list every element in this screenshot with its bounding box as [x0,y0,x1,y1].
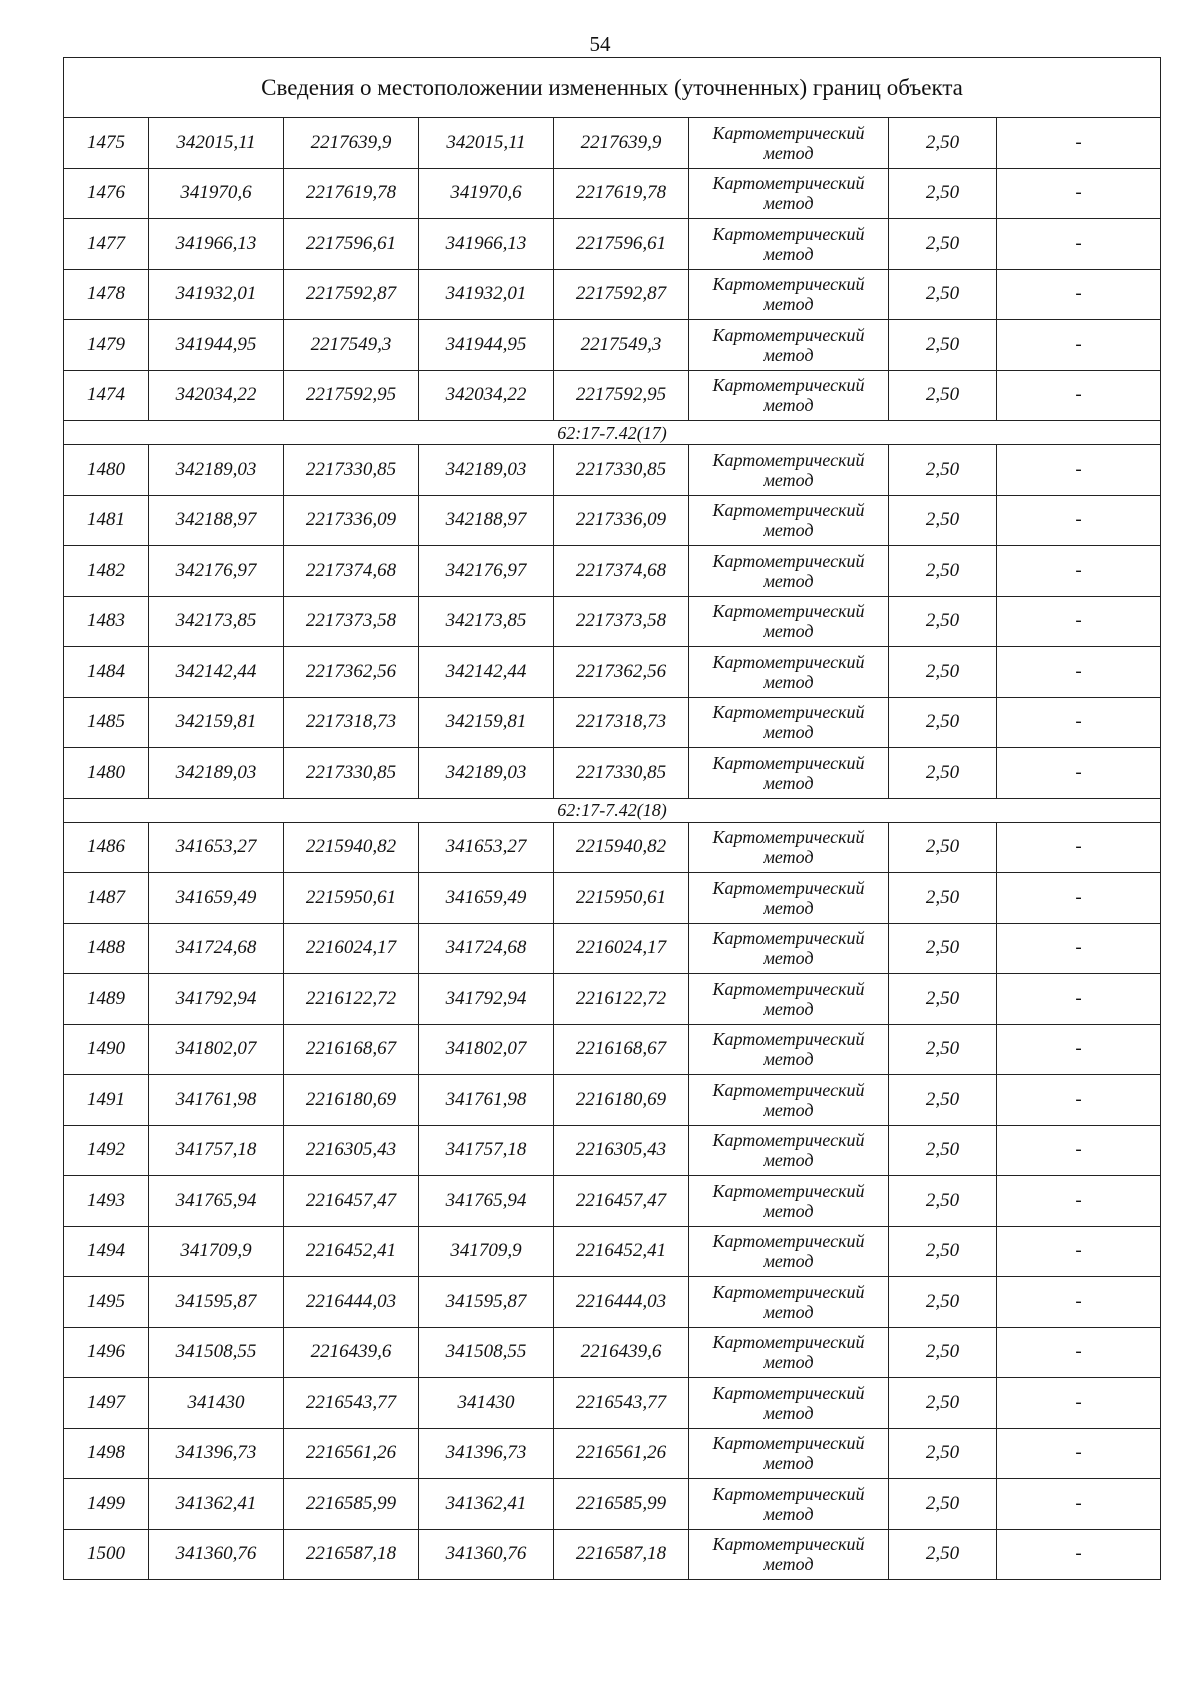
table-row [64,1529,1161,1580]
point-number-cell: 1476 [64,168,149,219]
table-row [64,647,1161,698]
x-refined-cell: 341765,94 [419,1176,554,1227]
x-existing-cell: 341966,13 [149,219,284,270]
x-refined-cell: 342142,44 [419,647,554,698]
note-cell: - [997,1226,1161,1277]
point-number-cell: 1484 [64,647,149,698]
accuracy-cell: 2,50 [889,1327,997,1378]
accuracy-cell: 2,50 [889,1226,997,1277]
table-row [64,748,1161,799]
note-cell: - [997,1125,1161,1176]
note-cell: - [997,1176,1161,1227]
table-row [64,445,1161,496]
point-number-cell: 1479 [64,320,149,371]
accuracy-cell: 2,50 [889,219,997,270]
accuracy-cell: 2,50 [889,1176,997,1227]
y-existing-cell: 2217619,78 [284,168,419,219]
table-row [64,1479,1161,1530]
y-existing-cell: 2217330,85 [284,748,419,799]
y-existing-cell: 2217374,68 [284,546,419,597]
note-cell: - [997,873,1161,924]
table-row [64,1277,1161,1328]
method-cell: Картометрический метод [689,1529,889,1580]
x-refined-cell: 341761,98 [419,1075,554,1126]
y-refined-cell: 2216180,69 [554,1075,689,1126]
x-existing-cell: 341396,73 [149,1428,284,1479]
y-existing-cell: 2216585,99 [284,1479,419,1530]
note-cell: - [997,546,1161,597]
x-existing-cell: 341724,68 [149,923,284,974]
method-cell: Картометрический метод [689,1024,889,1075]
x-existing-cell: 341765,94 [149,1176,284,1227]
x-existing-cell: 342142,44 [149,647,284,698]
y-refined-cell: 2216444,03 [554,1277,689,1328]
accuracy-cell: 2,50 [889,697,997,748]
y-existing-cell: 2217362,56 [284,647,419,698]
accuracy-cell: 2,50 [889,822,997,873]
x-refined-cell: 341659,49 [419,873,554,924]
table-row [64,118,1161,169]
accuracy-cell: 2,50 [889,596,997,647]
contour-header-row [64,421,1161,445]
note-cell: - [997,1327,1161,1378]
point-number-cell: 1486 [64,822,149,873]
y-refined-cell: 2217549,3 [554,320,689,371]
table-row [64,495,1161,546]
x-refined-cell: 342188,97 [419,495,554,546]
y-existing-cell: 2215940,82 [284,822,419,873]
accuracy-cell: 2,50 [889,647,997,698]
x-refined-cell: 342159,81 [419,697,554,748]
x-refined-cell: 342189,03 [419,748,554,799]
accuracy-cell: 2,50 [889,1125,997,1176]
y-refined-cell: 2216452,41 [554,1226,689,1277]
x-existing-cell: 341362,41 [149,1479,284,1530]
y-refined-cell: 2215950,61 [554,873,689,924]
point-number-cell: 1489 [64,974,149,1025]
x-existing-cell: 341757,18 [149,1125,284,1176]
point-number-cell: 1474 [64,370,149,421]
y-refined-cell: 2217619,78 [554,168,689,219]
table-row [64,822,1161,873]
y-refined-cell: 2217596,61 [554,219,689,270]
table-row [64,219,1161,270]
method-cell: Картометрический метод [689,1378,889,1429]
accuracy-cell: 2,50 [889,974,997,1025]
accuracy-cell: 2,50 [889,1378,997,1429]
accuracy-cell: 2,50 [889,546,997,597]
accuracy-cell: 2,50 [889,320,997,371]
y-existing-cell: 2217373,58 [284,596,419,647]
table-row [64,320,1161,371]
x-existing-cell: 341653,27 [149,822,284,873]
y-existing-cell: 2217336,09 [284,495,419,546]
y-refined-cell: 2216024,17 [554,923,689,974]
note-cell: - [997,697,1161,748]
table-row [64,1024,1161,1075]
method-cell: Картометрический метод [689,1176,889,1227]
method-cell: Картометрический метод [689,1327,889,1378]
accuracy-cell: 2,50 [889,873,997,924]
x-refined-cell: 341430 [419,1378,554,1429]
x-existing-cell: 341944,95 [149,320,284,371]
page-number: 54 [589,32,611,56]
x-existing-cell: 341932,01 [149,269,284,320]
y-existing-cell: 2216444,03 [284,1277,419,1328]
method-cell: Картометрический метод [689,596,889,647]
point-number-cell: 1480 [64,748,149,799]
y-refined-cell: 2216439,6 [554,1327,689,1378]
x-existing-cell: 341430 [149,1378,284,1429]
accuracy-cell: 2,50 [889,748,997,799]
method-cell: Картометрический метод [689,1226,889,1277]
x-existing-cell: 342176,97 [149,546,284,597]
x-existing-cell: 342015,11 [149,118,284,169]
y-existing-cell: 2216457,47 [284,1176,419,1227]
x-existing-cell: 342188,97 [149,495,284,546]
note-cell: - [997,923,1161,974]
table-row [64,1428,1161,1479]
x-refined-cell: 341802,07 [419,1024,554,1075]
method-cell: Картометрический метод [689,923,889,974]
contour-label: 62:17-7.42(17) [64,421,1161,445]
method-cell: Картометрический метод [689,974,889,1025]
table-row [64,1125,1161,1176]
x-refined-cell: 341966,13 [419,219,554,270]
method-cell: Картометрический метод [689,1277,889,1328]
y-refined-cell: 2216585,99 [554,1479,689,1530]
point-number-cell: 1498 [64,1428,149,1479]
table-row [64,546,1161,597]
table-row [64,923,1161,974]
y-refined-cell: 2217374,68 [554,546,689,597]
x-refined-cell: 341970,6 [419,168,554,219]
x-existing-cell: 342034,22 [149,370,284,421]
y-existing-cell: 2217318,73 [284,697,419,748]
y-existing-cell: 2217330,85 [284,445,419,496]
method-cell: Картометрический метод [689,495,889,546]
note-cell: - [997,748,1161,799]
y-refined-cell: 2217336,09 [554,495,689,546]
y-existing-cell: 2216543,77 [284,1378,419,1429]
x-refined-cell: 341362,41 [419,1479,554,1530]
x-refined-cell: 342173,85 [419,596,554,647]
table-row [64,168,1161,219]
table-row [64,1176,1161,1227]
note-cell: - [997,974,1161,1025]
point-number-cell: 1485 [64,697,149,748]
point-number-cell: 1488 [64,923,149,974]
x-refined-cell: 341792,94 [419,974,554,1025]
x-refined-cell: 341724,68 [419,923,554,974]
y-refined-cell: 2217639,9 [554,118,689,169]
x-refined-cell: 341709,9 [419,1226,554,1277]
note-cell: - [997,269,1161,320]
y-refined-cell: 2217330,85 [554,445,689,496]
note-cell: - [997,495,1161,546]
accuracy-cell: 2,50 [889,445,997,496]
point-number-cell: 1478 [64,269,149,320]
table-row [64,1075,1161,1126]
x-refined-cell: 342176,97 [419,546,554,597]
y-existing-cell: 2216180,69 [284,1075,419,1126]
table-row [64,1378,1161,1429]
method-cell: Картометрический метод [689,168,889,219]
x-existing-cell: 342189,03 [149,748,284,799]
y-refined-cell: 2216168,67 [554,1024,689,1075]
y-existing-cell: 2217596,61 [284,219,419,270]
x-refined-cell: 341932,01 [419,269,554,320]
accuracy-cell: 2,50 [889,923,997,974]
accuracy-cell: 2,50 [889,269,997,320]
note-cell: - [997,370,1161,421]
table-title: Сведения о местоположении измененных (уточненных) границ объекта [64,58,1161,118]
x-refined-cell: 341757,18 [419,1125,554,1176]
note-cell: - [997,822,1161,873]
note-cell: - [997,320,1161,371]
y-existing-cell: 2216439,6 [284,1327,419,1378]
x-refined-cell: 341508,55 [419,1327,554,1378]
point-number-cell: 1496 [64,1327,149,1378]
note-cell: - [997,118,1161,169]
y-refined-cell: 2216457,47 [554,1176,689,1227]
accuracy-cell: 2,50 [889,118,997,169]
y-existing-cell: 2216305,43 [284,1125,419,1176]
x-refined-cell: 342189,03 [419,445,554,496]
y-refined-cell: 2217318,73 [554,697,689,748]
note-cell: - [997,1075,1161,1126]
table-title-row [64,58,1161,118]
x-existing-cell: 341802,07 [149,1024,284,1075]
contour-header-row [64,798,1161,822]
y-existing-cell: 2216587,18 [284,1529,419,1580]
y-refined-cell: 2217592,87 [554,269,689,320]
contour-label: 62:17-7.42(18) [64,798,1161,822]
table-row [64,269,1161,320]
point-number-cell: 1497 [64,1378,149,1429]
x-refined-cell: 341653,27 [419,822,554,873]
note-cell: - [997,1529,1161,1580]
point-number-cell: 1491 [64,1075,149,1126]
method-cell: Картометрический метод [689,647,889,698]
x-existing-cell: 341761,98 [149,1075,284,1126]
boundary-coordinates-table [63,57,1161,1580]
accuracy-cell: 2,50 [889,1075,997,1126]
point-number-cell: 1490 [64,1024,149,1075]
point-number-cell: 1481 [64,495,149,546]
point-number-cell: 1492 [64,1125,149,1176]
point-number-cell: 1493 [64,1176,149,1227]
method-cell: Картометрический метод [689,1479,889,1530]
y-existing-cell: 2216168,67 [284,1024,419,1075]
y-existing-cell: 2216561,26 [284,1428,419,1479]
note-cell: - [997,1378,1161,1429]
y-refined-cell: 2217330,85 [554,748,689,799]
point-number-cell: 1494 [64,1226,149,1277]
y-existing-cell: 2216122,72 [284,974,419,1025]
point-number-cell: 1480 [64,445,149,496]
table-row [64,697,1161,748]
table-row [64,596,1161,647]
x-existing-cell: 341659,49 [149,873,284,924]
method-cell: Картометрический метод [689,873,889,924]
method-cell: Картометрический метод [689,697,889,748]
y-refined-cell: 2217592,95 [554,370,689,421]
x-existing-cell: 341792,94 [149,974,284,1025]
y-existing-cell: 2217592,95 [284,370,419,421]
method-cell: Картометрический метод [689,1125,889,1176]
accuracy-cell: 2,50 [889,1529,997,1580]
x-existing-cell: 341508,55 [149,1327,284,1378]
y-refined-cell: 2216543,77 [554,1378,689,1429]
accuracy-cell: 2,50 [889,370,997,421]
accuracy-cell: 2,50 [889,1277,997,1328]
note-cell: - [997,445,1161,496]
y-refined-cell: 2216305,43 [554,1125,689,1176]
method-cell: Картометрический метод [689,320,889,371]
point-number-cell: 1500 [64,1529,149,1580]
note-cell: - [997,647,1161,698]
table-row [64,1327,1161,1378]
accuracy-cell: 2,50 [889,1479,997,1530]
method-cell: Картометрический метод [689,269,889,320]
x-refined-cell: 341944,95 [419,320,554,371]
x-existing-cell: 341709,9 [149,1226,284,1277]
method-cell: Картометрический метод [689,118,889,169]
y-refined-cell: 2216561,26 [554,1428,689,1479]
accuracy-cell: 2,50 [889,1428,997,1479]
x-refined-cell: 342034,22 [419,370,554,421]
x-existing-cell: 341970,6 [149,168,284,219]
y-refined-cell: 2216587,18 [554,1529,689,1580]
y-existing-cell: 2217639,9 [284,118,419,169]
x-refined-cell: 341360,76 [419,1529,554,1580]
point-number-cell: 1487 [64,873,149,924]
y-existing-cell: 2217549,3 [284,320,419,371]
point-number-cell: 1483 [64,596,149,647]
note-cell: - [997,1428,1161,1479]
method-cell: Картометрический метод [689,1428,889,1479]
accuracy-cell: 2,50 [889,1024,997,1075]
y-refined-cell: 2216122,72 [554,974,689,1025]
point-number-cell: 1475 [64,118,149,169]
x-existing-cell: 341360,76 [149,1529,284,1580]
table-row [64,974,1161,1025]
note-cell: - [997,219,1161,270]
x-refined-cell: 342015,11 [419,118,554,169]
method-cell: Картометрический метод [689,1075,889,1126]
x-refined-cell: 341396,73 [419,1428,554,1479]
note-cell: - [997,1024,1161,1075]
y-existing-cell: 2217592,87 [284,269,419,320]
x-existing-cell: 342159,81 [149,697,284,748]
method-cell: Картометрический метод [689,822,889,873]
y-refined-cell: 2217373,58 [554,596,689,647]
y-refined-cell: 2215940,82 [554,822,689,873]
point-number-cell: 1499 [64,1479,149,1530]
y-existing-cell: 2215950,61 [284,873,419,924]
y-existing-cell: 2216024,17 [284,923,419,974]
note-cell: - [997,1479,1161,1530]
accuracy-cell: 2,50 [889,495,997,546]
x-existing-cell: 342173,85 [149,596,284,647]
point-number-cell: 1495 [64,1277,149,1328]
y-refined-cell: 2217362,56 [554,647,689,698]
table-row [64,370,1161,421]
method-cell: Картометрический метод [689,748,889,799]
method-cell: Картометрический метод [689,370,889,421]
point-number-cell: 1482 [64,546,149,597]
method-cell: Картометрический метод [689,546,889,597]
x-existing-cell: 341595,87 [149,1277,284,1328]
x-refined-cell: 341595,87 [419,1277,554,1328]
accuracy-cell: 2,50 [889,168,997,219]
method-cell: Картометрический метод [689,219,889,270]
x-existing-cell: 342189,03 [149,445,284,496]
y-existing-cell: 2216452,41 [284,1226,419,1277]
note-cell: - [997,596,1161,647]
note-cell: - [997,168,1161,219]
point-number-cell: 1477 [64,219,149,270]
table-row [64,1226,1161,1277]
note-cell: - [997,1277,1161,1328]
method-cell: Картометрический метод [689,445,889,496]
table-row [64,873,1161,924]
